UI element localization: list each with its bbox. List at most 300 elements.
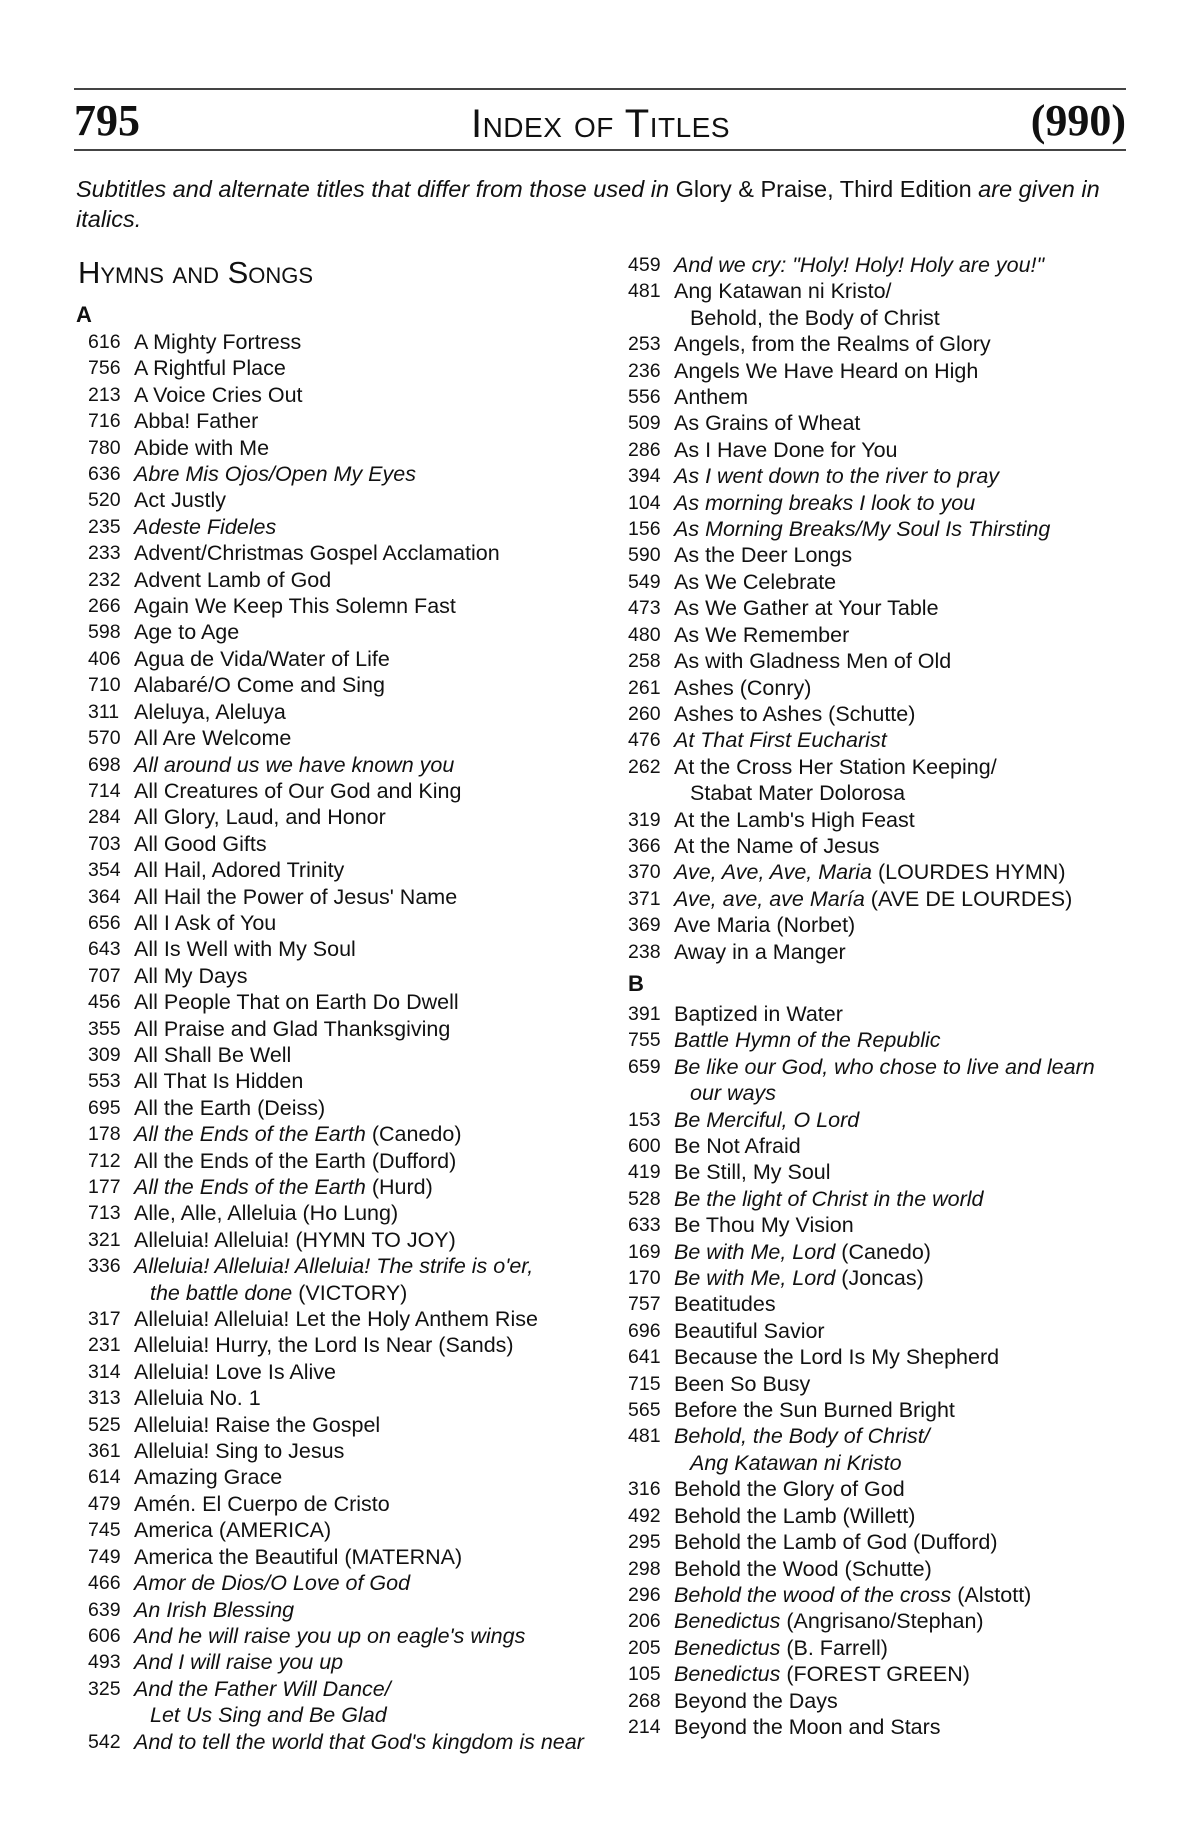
hymn-title-text: Alleluia! Alleluia! Alleluia! The strife is o'er,: [134, 1254, 534, 1279]
hymn-title-continuation-text: Behold, the Body of Christ: [690, 305, 940, 330]
index-entry: [76, 382, 636, 408]
index-entry: [628, 1503, 1148, 1529]
index-entry: [628, 1001, 1148, 1027]
index-entry: [628, 252, 1148, 278]
index-entry: [628, 437, 1148, 463]
index-entry: [76, 435, 636, 461]
hymn-title-text: Battle Hymn of the Republic: [674, 1028, 941, 1053]
hymn-number: 745: [88, 1519, 121, 1542]
hymn-title-text: All I Ask of You: [134, 910, 277, 935]
index-entry: [76, 1095, 636, 1121]
hymn-title-continuation: [674, 305, 1148, 331]
hymn-number: 311: [88, 700, 120, 723]
section-heading: Hymns and Songs: [78, 255, 314, 290]
hymn-title: [674, 1027, 1148, 1053]
hymn-title-text: Anthem: [674, 385, 749, 410]
left-column: [76, 301, 636, 1755]
hymn-title-text: Age to Age: [134, 620, 240, 645]
index-entry: [628, 754, 1148, 807]
hymn-title: [674, 1397, 1148, 1423]
index-entry: [628, 410, 1148, 436]
hymn-number: 556: [628, 386, 661, 409]
hymn-title: [674, 1582, 1148, 1608]
index-entry: [76, 989, 636, 1015]
hymn-number: 355: [88, 1017, 121, 1040]
hymn-title-note: (Canedo): [365, 1122, 462, 1147]
hymn-title-text: As morning breaks I look to you: [674, 490, 976, 515]
hymn-title: [134, 936, 636, 962]
hymn-title-text: Advent/Christmas Gospel Acclamation: [134, 541, 500, 566]
hymn-title: [674, 331, 1148, 357]
hymn-title-text: Beyond the Moon and Stars: [674, 1714, 941, 1739]
index-entry: [76, 593, 636, 619]
hymn-title-text: Alleluia! Raise the Gospel: [134, 1412, 381, 1437]
hymn-title-text: An Irish Blessing: [134, 1597, 295, 1622]
right-entry-list-b: [628, 1001, 1148, 1740]
hymn-number: 178: [88, 1123, 121, 1146]
hymn-title: [674, 1635, 1148, 1661]
index-entry: [76, 778, 636, 804]
hymn-title: [674, 1608, 1148, 1634]
hymn-title: [674, 1212, 1148, 1238]
index-entry: [628, 1186, 1148, 1212]
hymn-title: [674, 701, 1148, 727]
hymn-title-text: Beautiful Savior: [674, 1318, 825, 1343]
index-entry: [76, 1676, 636, 1729]
hymn-title-text: Advent Lamb of God: [134, 567, 332, 592]
hymn-title: [674, 1661, 1148, 1687]
hymn-title: [134, 884, 636, 910]
hymn-number: 710: [88, 674, 121, 697]
hymn-title-text: All That Is Hidden: [134, 1069, 304, 1094]
index-entry: [76, 1121, 636, 1147]
hymn-title: [674, 1239, 1148, 1265]
hymn-number: 325: [88, 1677, 121, 1700]
hymn-title: [134, 831, 636, 857]
hymn-title: [134, 963, 636, 989]
hymn-title: [674, 727, 1148, 753]
hymn-number: 466: [88, 1572, 121, 1595]
hymn-title-text: Ave, Ave, Ave, Maria: [674, 860, 872, 885]
hymn-title-continuation: [674, 780, 1148, 806]
hymn-title-text: At the Name of Jesus: [674, 833, 880, 858]
index-entry: [628, 463, 1148, 489]
index-entry: [628, 622, 1148, 648]
index-entry: [76, 1597, 636, 1623]
index-entry: [76, 804, 636, 830]
subtitle-part1: Subtitles and alternate titles that differ from those used in: [76, 176, 676, 202]
hymn-title-text: Beyond the Days: [674, 1688, 838, 1713]
hymn-title-text: Behold the Glory of God: [674, 1477, 905, 1502]
index-entry: [76, 1517, 636, 1543]
hymn-number: 391: [628, 1002, 661, 1025]
index-entry: [76, 1570, 636, 1596]
hymn-title: [674, 569, 1148, 595]
hymn-title-text: Abre Mis Ojos/Open My Eyes: [134, 462, 416, 487]
hymn-number: 153: [628, 1108, 661, 1131]
hymn-title-continuation-note: (VICTORY): [292, 1280, 408, 1305]
hymn-number: 549: [628, 570, 661, 593]
hymn-title: [674, 1556, 1148, 1582]
hymn-title-text: As Morning Breaks/My Soul Is Thirsting: [674, 517, 1051, 542]
index-entry: [628, 939, 1148, 965]
index-entry: [76, 1200, 636, 1226]
index-entry: [628, 1476, 1148, 1502]
hymn-title: [134, 1253, 636, 1306]
hymn-title: [674, 410, 1148, 436]
hymn-title: [674, 859, 1148, 885]
hymn-title-text: Benedictus: [674, 1662, 781, 1687]
hymn-number: 104: [628, 491, 661, 514]
hymn-number: 394: [628, 465, 661, 488]
hymn-number: 369: [628, 914, 661, 937]
hymn-title-text: Aleluya, Aleluya: [134, 699, 286, 724]
hymn-title-text: Amor de Dios/O Love of God: [134, 1571, 411, 1596]
index-entry: [628, 1133, 1148, 1159]
hymn-number: 317: [88, 1308, 121, 1331]
index-entry: [76, 831, 636, 857]
hymn-title: [674, 1688, 1148, 1714]
hymn-title-text: Because the Lord Is My Shepherd: [674, 1345, 1000, 1370]
hymn-number: 525: [88, 1413, 121, 1436]
hymn-number: 614: [88, 1466, 121, 1489]
index-entry: [76, 567, 636, 593]
index-entry: [76, 1649, 636, 1675]
hymn-number: 479: [88, 1492, 121, 1515]
hymn-title-text: Be with Me, Lord: [674, 1239, 836, 1264]
hymn-number: 713: [88, 1202, 121, 1225]
hymn-number: 105: [628, 1663, 661, 1686]
hymn-number: 314: [88, 1360, 121, 1383]
index-entry: [76, 461, 636, 487]
header-rule-top: [74, 88, 1126, 90]
index-subtitle: [76, 174, 1136, 234]
hymn-title: [674, 833, 1148, 859]
index-entry: [628, 1582, 1148, 1608]
hymn-title: [134, 1359, 636, 1385]
hymn-title: [134, 1491, 636, 1517]
page-number: 795: [74, 96, 140, 145]
hymn-title: [134, 514, 636, 540]
index-entry: [76, 487, 636, 513]
hymn-title: [134, 699, 636, 725]
hymn-title-continuation-text: our ways: [690, 1081, 777, 1106]
hymn-title-text: All Good Gifts: [134, 831, 267, 856]
hymn-number: 656: [88, 911, 121, 934]
hymn-title: [134, 619, 636, 645]
hymn-title-continuation-text: Stabat Mater Dolorosa: [690, 781, 906, 806]
index-entry: [628, 807, 1148, 833]
hymn-title-text: Behold the Lamb of God (Dufford): [674, 1530, 998, 1555]
hymn-title-text: Be the light of Christ in the world: [674, 1186, 984, 1211]
hymn-number: 476: [628, 729, 661, 752]
hymn-title-text: Alleluia! Alleluia! Let the Holy Anthem Rise: [134, 1307, 538, 1332]
hymn-title: [134, 1121, 636, 1147]
index-entry: [628, 1054, 1148, 1107]
hymn-number: 520: [88, 489, 121, 512]
hymn-number: 214: [628, 1715, 661, 1738]
hymn-number: 714: [88, 779, 121, 802]
hymn-title-text: Behold, the Body of Christ/: [674, 1424, 930, 1449]
hymn-title: [134, 1544, 636, 1570]
index-entry: [628, 1027, 1148, 1053]
index-entry: [628, 1608, 1148, 1634]
hymn-title-text: At the Lamb's High Feast: [674, 807, 915, 832]
hymn-number: 236: [628, 359, 661, 382]
hymn-title: [674, 754, 1148, 807]
hymn-number: 473: [628, 597, 661, 620]
hymn-number: 170: [628, 1267, 661, 1290]
hymn-title-text: Beatitudes: [674, 1292, 776, 1317]
index-entry: [76, 857, 636, 883]
index-entry: [76, 884, 636, 910]
hymn-number: 406: [88, 647, 121, 670]
hymn-title: [134, 725, 636, 751]
page-title: Index of Titles: [470, 102, 731, 146]
hymn-title: [134, 1200, 636, 1226]
hymn-number: 321: [88, 1228, 121, 1251]
index-entry: [628, 1159, 1148, 1185]
hymn-title-text: Behold the wood of the cross: [674, 1582, 952, 1607]
index-entry: [628, 1688, 1148, 1714]
hymn-number: 780: [88, 436, 121, 459]
hymn-title-text: Ave, ave, ave María: [674, 886, 865, 911]
hymn-title-text: As I Have Done for You: [674, 437, 898, 462]
index-entry: [628, 1529, 1148, 1555]
hymn-title-text: Alleluia! Alleluia! (HYMN TO JOY): [134, 1227, 456, 1252]
hymn-number: 633: [628, 1214, 661, 1237]
index-entry: [76, 1491, 636, 1517]
index-entry: [628, 1556, 1148, 1582]
hymn-number: 542: [88, 1730, 121, 1753]
index-entry: [628, 886, 1148, 912]
hymn-title-note: (FOREST GREEN): [780, 1662, 970, 1687]
index-entry: [76, 672, 636, 698]
hymn-title-text: All My Days: [134, 963, 248, 988]
hymn-title: [134, 778, 636, 804]
hymn-title-text: And to tell the world that God's kingdom is near: [134, 1729, 584, 1754]
hymn-title: [134, 1649, 636, 1675]
hymn-title-text: Amazing Grace: [134, 1465, 283, 1490]
hymn-number: 298: [628, 1557, 661, 1580]
hymn-title-text: All Is Well with My Soul: [134, 937, 356, 962]
subtitle-part2: are given in italics.: [76, 176, 1100, 232]
hymn-title: [674, 807, 1148, 833]
hymn-title-text: As I went down to the river to pray: [674, 464, 1000, 489]
index-entry: [628, 1239, 1148, 1265]
hymn-title-note: (Hurd): [365, 1175, 433, 1199]
hymn-title: [674, 1001, 1148, 1027]
alt-page-number: (990): [1030, 96, 1126, 145]
index-entry: [628, 648, 1148, 674]
hymn-title: [134, 567, 636, 593]
hymn-title: [674, 886, 1148, 912]
hymn-title: [674, 1159, 1148, 1185]
hymn-number: 712: [88, 1149, 121, 1172]
hymn-title-text: And I will raise you up: [134, 1650, 344, 1675]
hymn-title: [134, 1464, 636, 1490]
hymn-title-note: (LOURDES HYMN): [871, 860, 1066, 885]
hymn-title: [674, 358, 1148, 384]
index-entry: [76, 699, 636, 725]
hymn-title-text: Ang Katawan ni Kristo/: [674, 279, 892, 304]
index-entry: [628, 331, 1148, 357]
hymn-title: [134, 857, 636, 883]
hymn-number: 235: [88, 515, 121, 538]
hymn-number: 262: [628, 755, 661, 778]
index-entry: [76, 1438, 636, 1464]
hymn-number: 286: [628, 438, 661, 461]
hymn-title-text: Away in a Manger: [674, 939, 846, 964]
hymn-number: 756: [88, 357, 121, 380]
hymn-number: 296: [628, 1583, 661, 1606]
hymn-number: 749: [88, 1545, 121, 1568]
hymn-title: [674, 1503, 1148, 1529]
hymn-title: [674, 1054, 1148, 1107]
index-entry: [628, 384, 1148, 410]
hymn-number: 205: [628, 1636, 661, 1659]
hymn-title: [134, 435, 636, 461]
hymn-title: [134, 1385, 636, 1411]
hymn-title: [674, 1371, 1148, 1397]
hymn-number: 258: [628, 650, 661, 673]
hymn-number: 695: [88, 1096, 121, 1119]
hymn-title-note: (Joncas): [835, 1266, 924, 1291]
hymn-number: 231: [88, 1334, 121, 1357]
hymn-title-text: Agua de Vida/Water of Life: [134, 646, 390, 671]
letter-heading-a: A: [76, 302, 92, 327]
hymn-number: 364: [88, 885, 121, 908]
hymn-title-text: All Praise and Glad Thanksgiving: [134, 1016, 451, 1041]
hymn-number: 316: [628, 1478, 661, 1501]
index-entry: [628, 595, 1148, 621]
hymn-title-text: Act Justly: [134, 488, 226, 513]
hymn-title: [134, 461, 636, 487]
index-entry: [628, 1661, 1148, 1687]
hymn-number: 481: [628, 280, 661, 303]
hymn-number: 361: [88, 1440, 121, 1463]
hymn-number: 528: [628, 1187, 661, 1210]
hymn-title: [134, 1623, 636, 1649]
hymn-title: [134, 672, 636, 698]
hymn-title-text: All the Earth (Deiss): [134, 1095, 326, 1120]
index-entry: [76, 936, 636, 962]
hymn-title-text: Be Thou My Vision: [674, 1213, 854, 1238]
index-entry: [76, 1306, 636, 1332]
hymn-title-text: Angels We Have Heard on High: [674, 358, 979, 383]
hymn-title: [134, 1412, 636, 1438]
hymn-title-text: Angels, from the Realms of Glory: [674, 332, 991, 357]
hymn-title: [674, 463, 1148, 489]
hymn-title-note: (Alstott): [951, 1582, 1032, 1607]
hymn-title: [134, 1676, 636, 1729]
hymn-number: 600: [628, 1135, 661, 1157]
hymn-number: 419: [628, 1161, 661, 1184]
hymn-title: [134, 329, 636, 355]
hymn-title-text: As Grains of Wheat: [674, 411, 861, 436]
hymn-number: 366: [628, 834, 661, 857]
hymn-number: 757: [628, 1293, 661, 1316]
hymn-number: 639: [88, 1598, 121, 1621]
index-entry: [76, 619, 636, 645]
hymn-title-text: All the Ends of the Earth (Dufford): [134, 1148, 457, 1173]
hymn-title-text: Alle, Alle, Alleluia (Ho Lung): [134, 1201, 399, 1226]
hymn-number: 213: [88, 383, 121, 406]
hymn-title: [134, 408, 636, 434]
hymn-title: [674, 1476, 1148, 1502]
hymn-number: 598: [88, 621, 121, 644]
hymn-number: 565: [628, 1399, 661, 1422]
hymn-title: [134, 910, 636, 936]
hymn-number: 370: [628, 861, 661, 884]
hymn-title: [134, 1042, 636, 1068]
hymn-number: 698: [88, 753, 121, 776]
hymn-title: [134, 1517, 636, 1543]
index-entry: [76, 1253, 636, 1306]
hymn-title: [674, 648, 1148, 674]
hymn-title: [134, 989, 636, 1015]
hymn-title-text: As We Gather at Your Table: [674, 596, 939, 621]
hymn-number: 261: [628, 676, 661, 699]
hymn-title-text: Alleluia! Hurry, the Lord Is Near (Sands): [134, 1333, 514, 1358]
hymn-title-text: All the Ends of the Earth: [134, 1122, 366, 1147]
hymn-number: 156: [628, 518, 661, 541]
index-entry: [628, 1107, 1148, 1133]
hymn-title: [674, 912, 1148, 938]
hymn-number: 238: [628, 940, 661, 963]
hymn-title-continuation: [134, 1702, 636, 1728]
hymn-title-text: Be Merciful, O Lord: [674, 1107, 860, 1132]
index-entry: [76, 725, 636, 751]
hymn-number: 643: [88, 938, 121, 961]
hymn-title-text: Benedictus: [674, 1635, 781, 1660]
hymn-title-text: All Creatures of Our God and King: [134, 778, 462, 803]
hymn-number: 319: [628, 808, 661, 831]
index-entry: [628, 1714, 1148, 1740]
hymn-number: 707: [88, 964, 121, 987]
hymn-number: 268: [628, 1689, 661, 1712]
hymn-number: 177: [88, 1176, 121, 1198]
hymn-title: [674, 1265, 1148, 1291]
hymn-number: 606: [88, 1624, 121, 1647]
hymn-number: 715: [628, 1372, 661, 1395]
hymn-title-text: Be Still, My Soul: [674, 1160, 831, 1185]
hymn-number: 295: [628, 1531, 661, 1554]
hymn-title-text: All Glory, Laud, and Honor: [134, 805, 386, 830]
hymn-title-text: All People That on Earth Do Dwell: [134, 990, 459, 1015]
hymn-title-continuation-text: Ang Katawan ni Kristo: [690, 1450, 902, 1475]
index-entry: [76, 963, 636, 989]
index-entry: [76, 752, 636, 778]
index-entry: [76, 1068, 636, 1094]
hymn-title: [134, 1306, 636, 1332]
hymn-title-text: As We Remember: [674, 622, 850, 647]
index-entry: [76, 1332, 636, 1358]
hymn-title-text: Before the Sun Burned Bright: [674, 1398, 955, 1423]
index-entry: [76, 408, 636, 434]
hymn-title: [674, 278, 1148, 331]
hymn-title-text: All Shall Be Well: [134, 1042, 292, 1067]
hymn-title-text: America (AMERICA): [134, 1518, 332, 1543]
subtitle-book: Glory & Praise, Third Edition: [675, 176, 972, 202]
index-entry: [76, 910, 636, 936]
hymn-number: 509: [628, 412, 661, 435]
hymn-title-text: All Hail, Adored Trinity: [134, 858, 345, 883]
index-entry: [76, 1729, 636, 1755]
hymn-title: [134, 1597, 636, 1623]
hymn-title: [134, 1068, 636, 1094]
hymn-title-text: Alabaré/O Come and Sing: [134, 673, 385, 698]
